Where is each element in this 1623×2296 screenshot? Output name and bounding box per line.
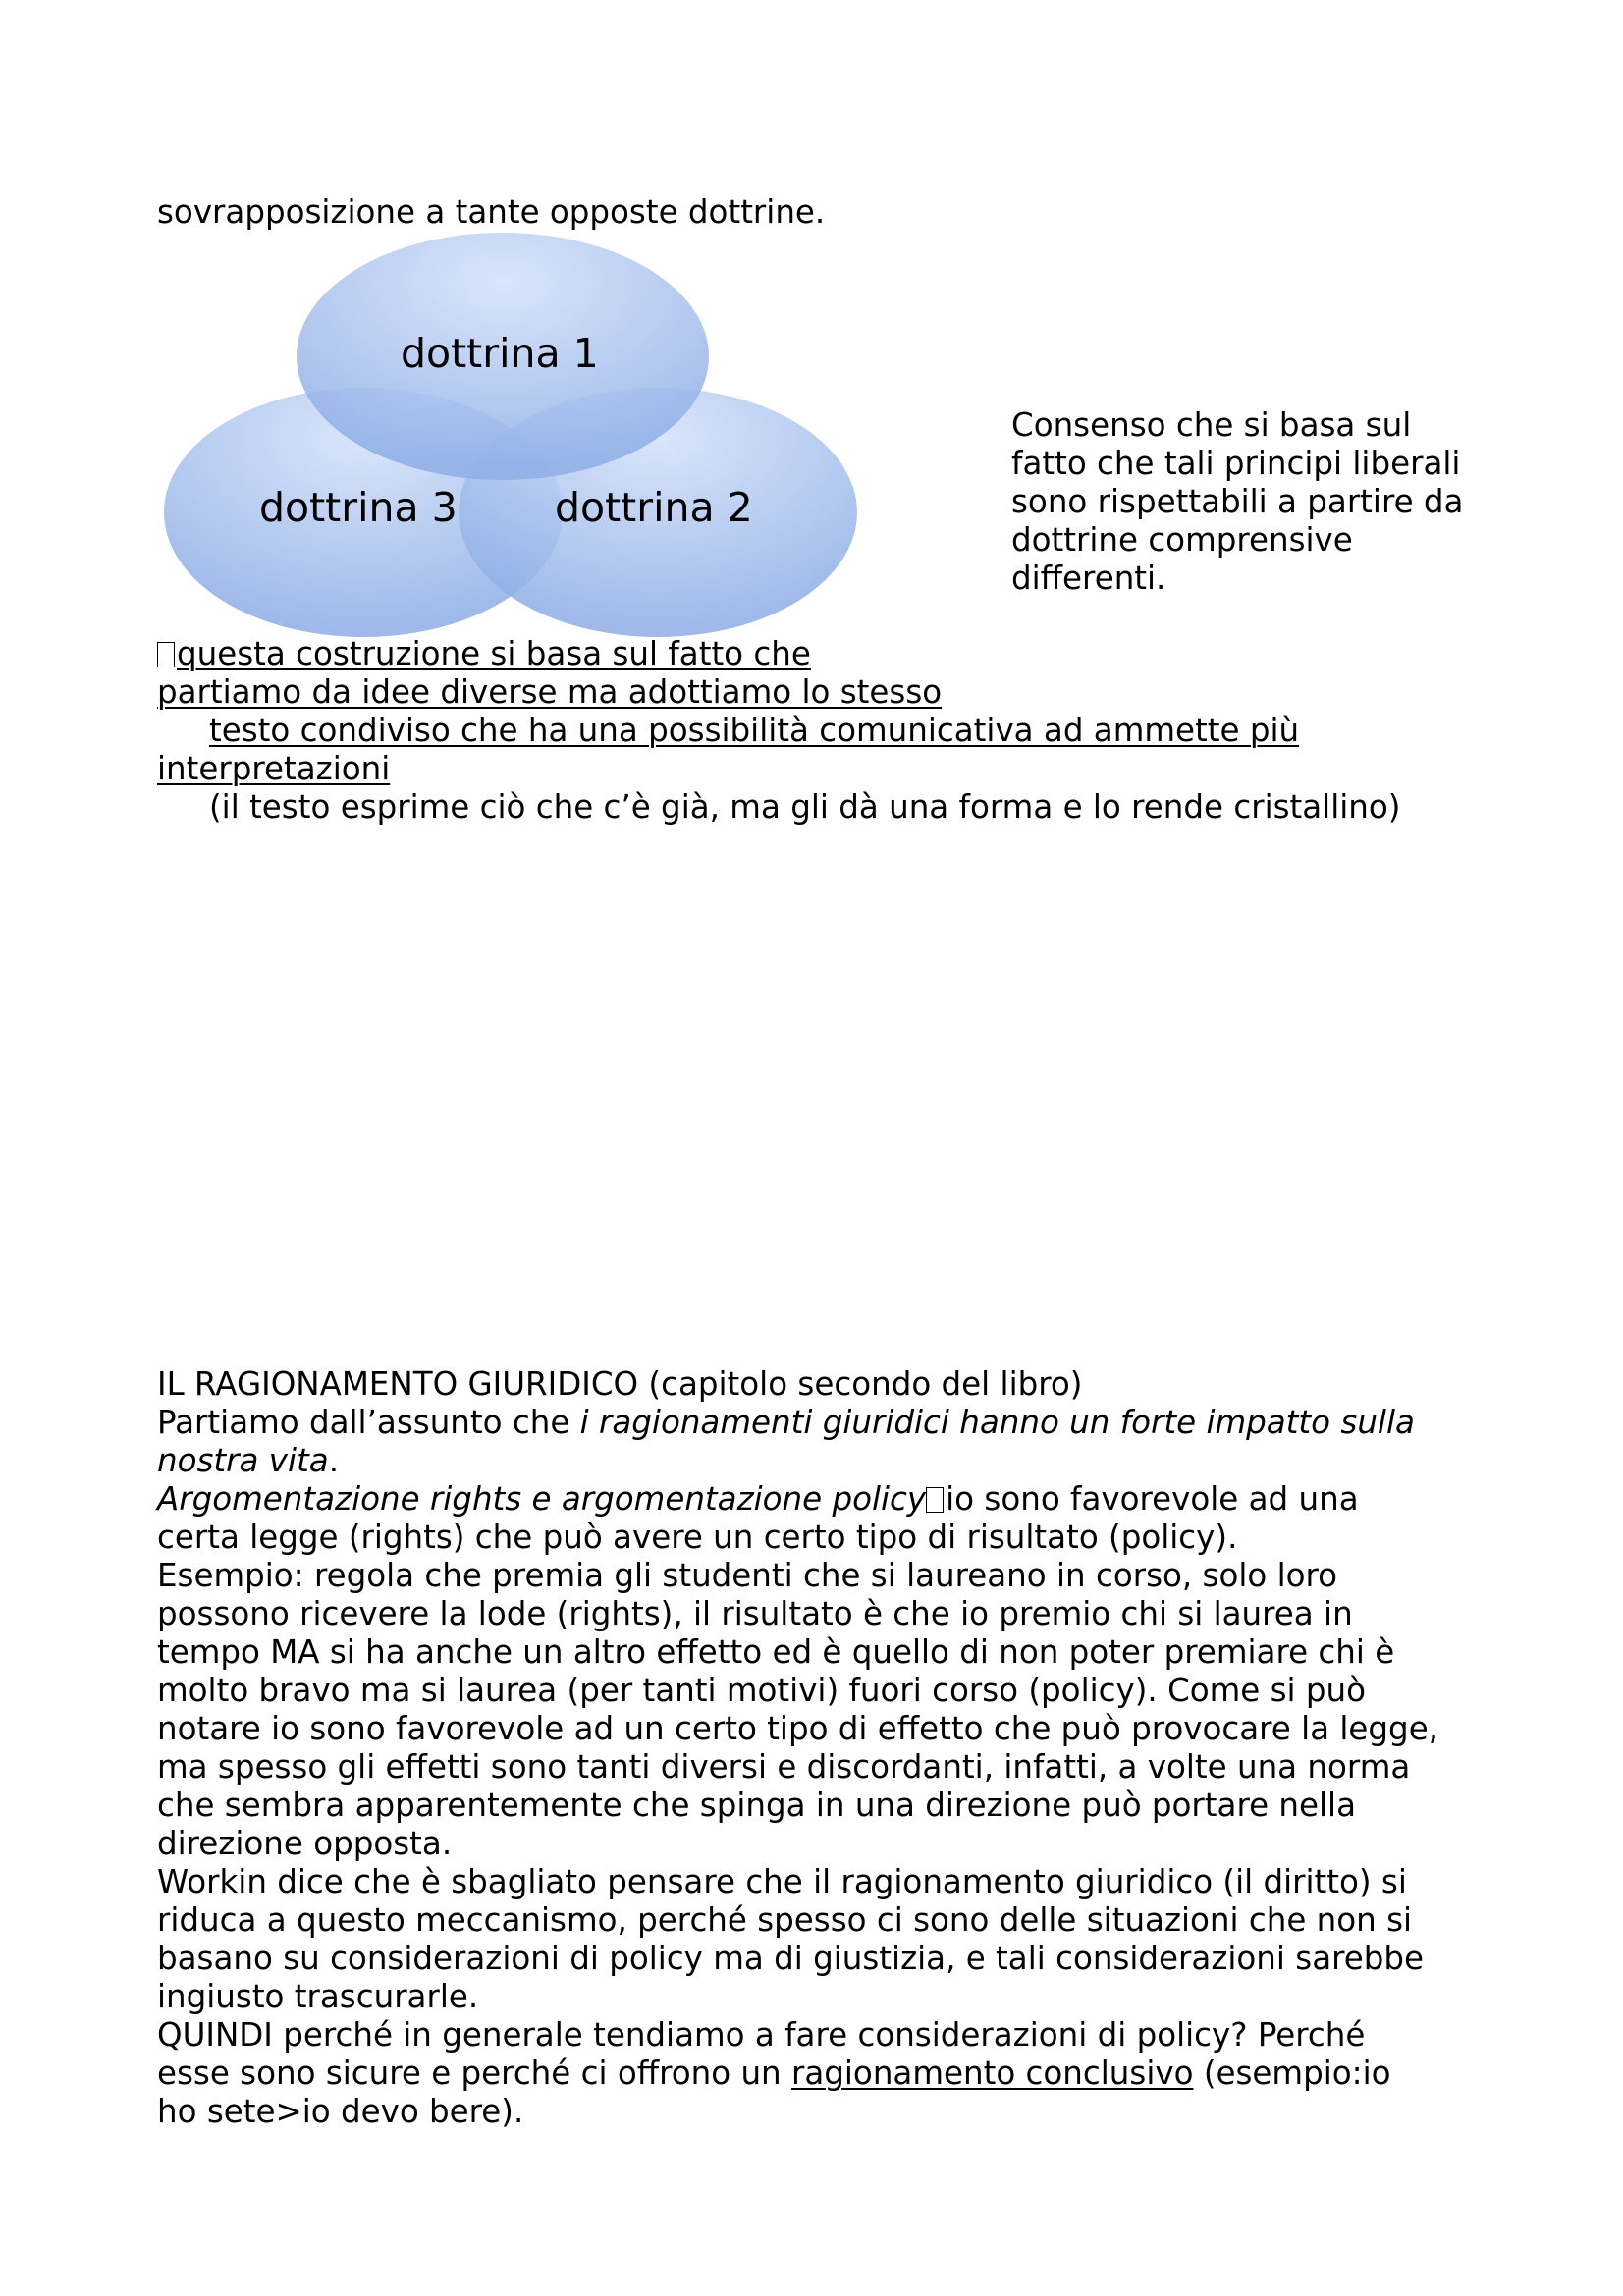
paragraph-line: ho sete>io devo bere). [157, 2093, 524, 2130]
paragraph-line: Partiamo dall’assunto che i ragionamenti giuridici hanno un forte impatto sulla [157, 1404, 1415, 1441]
paragraph-line: Argomentazione rights e argomentazione policy io sono favorevole ad una [157, 1480, 1359, 1518]
side-note [1011, 406, 1463, 598]
side-note-line: fatto che tali principi liberali [1011, 445, 1461, 482]
paragraph-line: tempo MA si ha anche un altro effetto ed è quello di non poter premiare chi è [157, 1633, 1395, 1671]
paragraph-line: possono ricevere la lode (rights), il risultato è che io premio chi si laurea in [157, 1595, 1353, 1632]
paragraph-line: Esempio: regola che premia gli studenti che si laureano in corso, solo loro [157, 1557, 1338, 1594]
label-dottrina-3: dottrina 3 [259, 484, 458, 531]
construction-line-5: (il testo esprime ciò che c’è già, ma gli dà una forma e lo rende cristallino) [209, 788, 1401, 826]
side-note-line: sono rispettabili a partire da [1011, 483, 1464, 520]
paragraph-line: Workin dice che è sbagliato pensare che il ragionamento giuridico (il diritto) si [157, 1863, 1407, 1900]
venn-shapes [147, 226, 874, 648]
paragraph-line: direzione opposta. [157, 1825, 453, 1862]
construction-line-4: interpretazioni [157, 750, 391, 787]
construction-line-2: partiamo da idee diverse ma adottiamo lo stesso [157, 673, 943, 711]
paragraph-line: certa legge (rights) che può avere un certo tipo di risultato (policy). [157, 1519, 1238, 1556]
label-dottrina-1: dottrina 1 [401, 330, 599, 377]
paragraph-line: che sembra apparentemente che spinga in una direzione può portare nella [157, 1787, 1356, 1824]
side-note-line: Consenso che si basa sul [1011, 406, 1412, 444]
side-note-line: dottrine comprensive [1011, 521, 1353, 559]
paragraph-line: esse sono sicure e perché ci offrono un ragionamento conclusivo (esempio:io [157, 2055, 1391, 2092]
paragraph-line: ma spesso gli effetti sono tanti diversi e discordanti, infatti, a volte una norma [157, 1748, 1411, 1786]
construction-line-3: testo condiviso che ha una possibilità comunicativa ad ammette più [209, 712, 1300, 749]
paragraph-line: ingiusto trascurarle. [157, 1978, 479, 2015]
paragraph-line: basano su considerazioni di policy ma di giustizia, e tali considerazioni sarebbe [157, 1940, 1425, 1977]
venn-diagram [147, 226, 874, 648]
intro-line: sovrapposizione a tante opposte dottrine. [157, 193, 826, 231]
missing-glyph-icon [157, 642, 175, 667]
construction-line-1: questa costruzione si basa sul fatto che [157, 635, 811, 673]
section-title: IL RAGIONAMENTO GIURIDICO (capitolo secondo del libro) [157, 1365, 1083, 1403]
paragraph-line: QUINDI perché in generale tendiamo a fare considerazioni di policy? Perché [157, 2016, 1366, 2054]
missing-glyph-icon [926, 1487, 944, 1513]
paragraph-line: molto bravo ma si laurea (per tanti motivi) fuori corso (policy). Come si può [157, 1672, 1367, 1709]
paragraph-line: notare io sono favorevole ad un certo tipo di effetto che può provocare la legge, [157, 1710, 1439, 1747]
side-note-line: differenti. [1011, 560, 1166, 597]
label-dottrina-2: dottrina 2 [555, 484, 753, 531]
paragraph-line: riduca a questo meccanismo, perché spesso ci sono delle situazioni che non si [157, 1901, 1413, 1939]
paragraph-line: nostra vita. [157, 1442, 340, 1479]
